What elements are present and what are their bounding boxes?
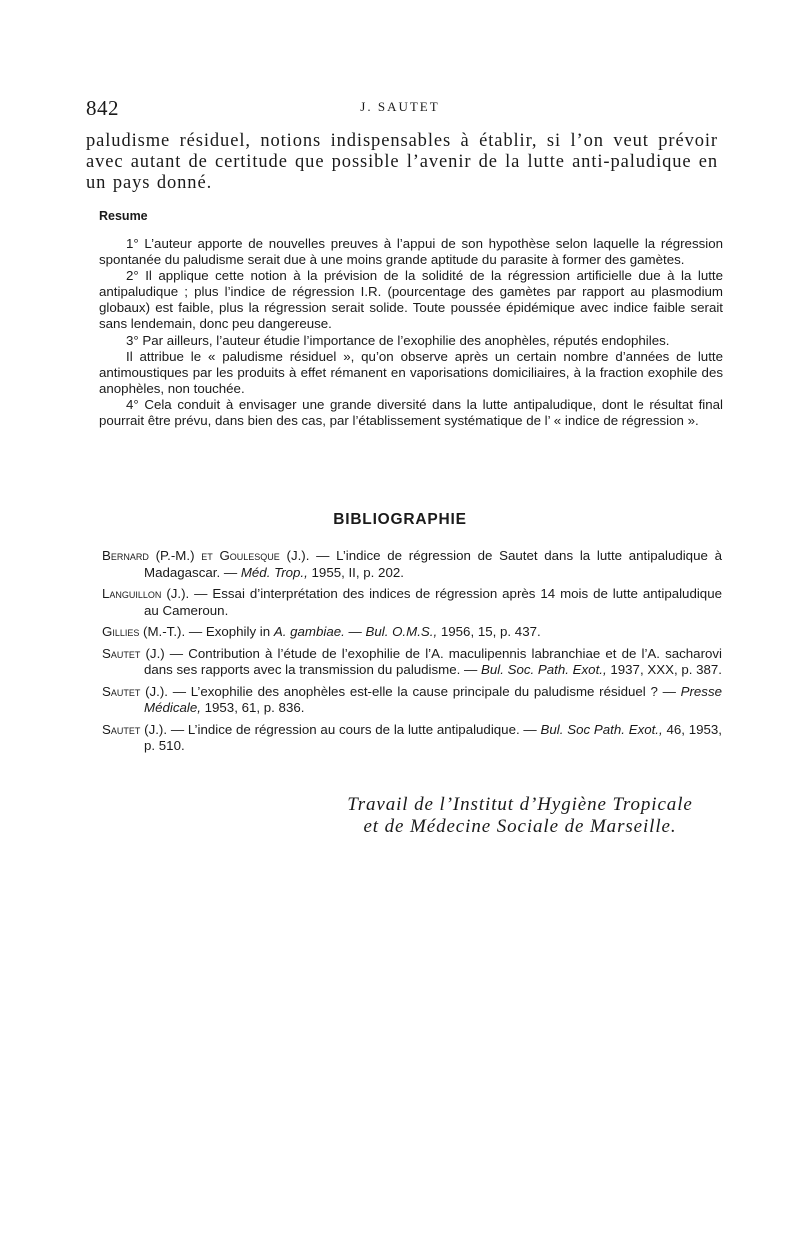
entry-text: — L’indice de régression de Sautet dans la lutte antipaludique à Madagascar. — <box>144 548 722 580</box>
resume-paragraph: Il attribue le « paludisme résiduel », qu’on observe après un certain nombre d’années de lutte antimoustiques par les produits à effet rémanent en vaporisations domiciliaires, à la fraction exophile des anophèles, non touchée. <box>99 348 723 396</box>
resume-heading: Resume <box>99 209 148 223</box>
resume-paragraph: 3° Par ailleurs, l’auteur étudie l’importance de l’exophilie des anophèles, réputés endophiles. <box>126 332 670 348</box>
bibliography-entry <box>102 548 722 581</box>
bibliography-entry <box>102 646 722 679</box>
entry-text: — Contribution à l’étude de l’exophilie de l’A. maculipennis labranchiae et de l’A. sacharovi dans ses rapports avec la transmission du paludisme. — <box>144 645 722 677</box>
entry-tail: 1956, 15, p. 437. <box>437 624 541 639</box>
bibliography-entry <box>102 684 722 717</box>
entry-tail: 1937, XXX, p. 387. <box>606 662 722 677</box>
bibliography-list <box>102 548 722 760</box>
entry-tail: 1953, 61, p. 836. <box>200 700 305 715</box>
bibliography-entry <box>102 586 722 619</box>
signature-line-1: Travail de l’Institut d’Hygiène Tropicale <box>347 794 693 815</box>
entry-authors: Sautet (J.) <box>102 645 165 661</box>
resume-paragraph: 2° Il applique cette notion à la prévision de la solidité de la régression artificielle due à la lutte antipaludique ; plus l’indice de régression I.R. (pourcentage des gamètes par rapport au plasmodium globaux) est faible, plus la régression serait solide. Toute poussée épidémique avec indice faible serait sans lendemain, donc peu dangereuse. <box>99 268 723 332</box>
institution-signature <box>0 794 712 838</box>
page-header <box>86 96 714 120</box>
entry-journal: Méd. Trop., <box>240 564 308 580</box>
entry-text: — L’indice de régression au cours de la lutte antipaludique. — <box>167 721 541 737</box>
entry-tail: 1955, II, p. 202. <box>307 564 404 580</box>
bibliography-heading: BIBLIOGRAPHIE <box>333 511 467 528</box>
entry-text: — Exophily in <box>185 624 274 639</box>
resume-section <box>99 236 723 429</box>
entry-journal: Presse Médicale, <box>144 683 722 715</box>
bibliography-entry <box>102 722 722 755</box>
resume-paragraph: 4° Cela conduit à envisager une grande diversité dans la lutte antipaludique, dont le résultat final pourrait être prévu, dans bien des cas, par l’établissement systématique de l’ « indice de régression ». <box>99 396 723 429</box>
entry-journal: Bul. Soc. Path. Exot., <box>481 662 607 677</box>
signature-line-2: et de Médecine Sociale de Marseille. <box>363 816 677 837</box>
page-number: 842 <box>86 96 119 120</box>
running-head: J. SAUTET <box>360 99 440 114</box>
bibliography-entry <box>102 624 722 641</box>
entry-authors: Languillon (J.). <box>102 586 190 601</box>
intro-paragraph: paludisme résiduel, notions indispensables à établir, si l’on veut prévoir avec autant de certitude que possible l’avenir de la lutte anti-paludique en un pays donné. <box>86 131 718 193</box>
entry-journal: A. gambiae. — Bul. O.M.S., <box>273 624 438 639</box>
entry-text: — Essai d’interprétation des indices de régression après 14 mois de lutte antipaludique au Cameroun. <box>144 586 722 618</box>
entry-tail: 46, 1953, p. 510. <box>144 721 723 753</box>
entry-authors: Sautet (J.). <box>102 683 168 699</box>
entry-authors: Bernard (P.-M.) et Goulesque (J.). <box>102 548 310 563</box>
resume-paragraph: 1° L’auteur apporte de nouvelles preuves à l’appui de son hypothèse selon laquelle la régression spontanée du paludisme serait due à une moins grande aptitude du parasite à former des gamètes. <box>99 236 723 268</box>
entry-text: — L’exophilie des anophèles est-elle la cause principale du paludisme résiduel ? — <box>168 683 681 699</box>
entry-authors: Sautet (J.). <box>102 721 168 737</box>
entry-authors: Gillies (M.-T.). <box>102 624 186 639</box>
entry-journal: Bul. Soc Path. Exot., <box>540 721 663 737</box>
